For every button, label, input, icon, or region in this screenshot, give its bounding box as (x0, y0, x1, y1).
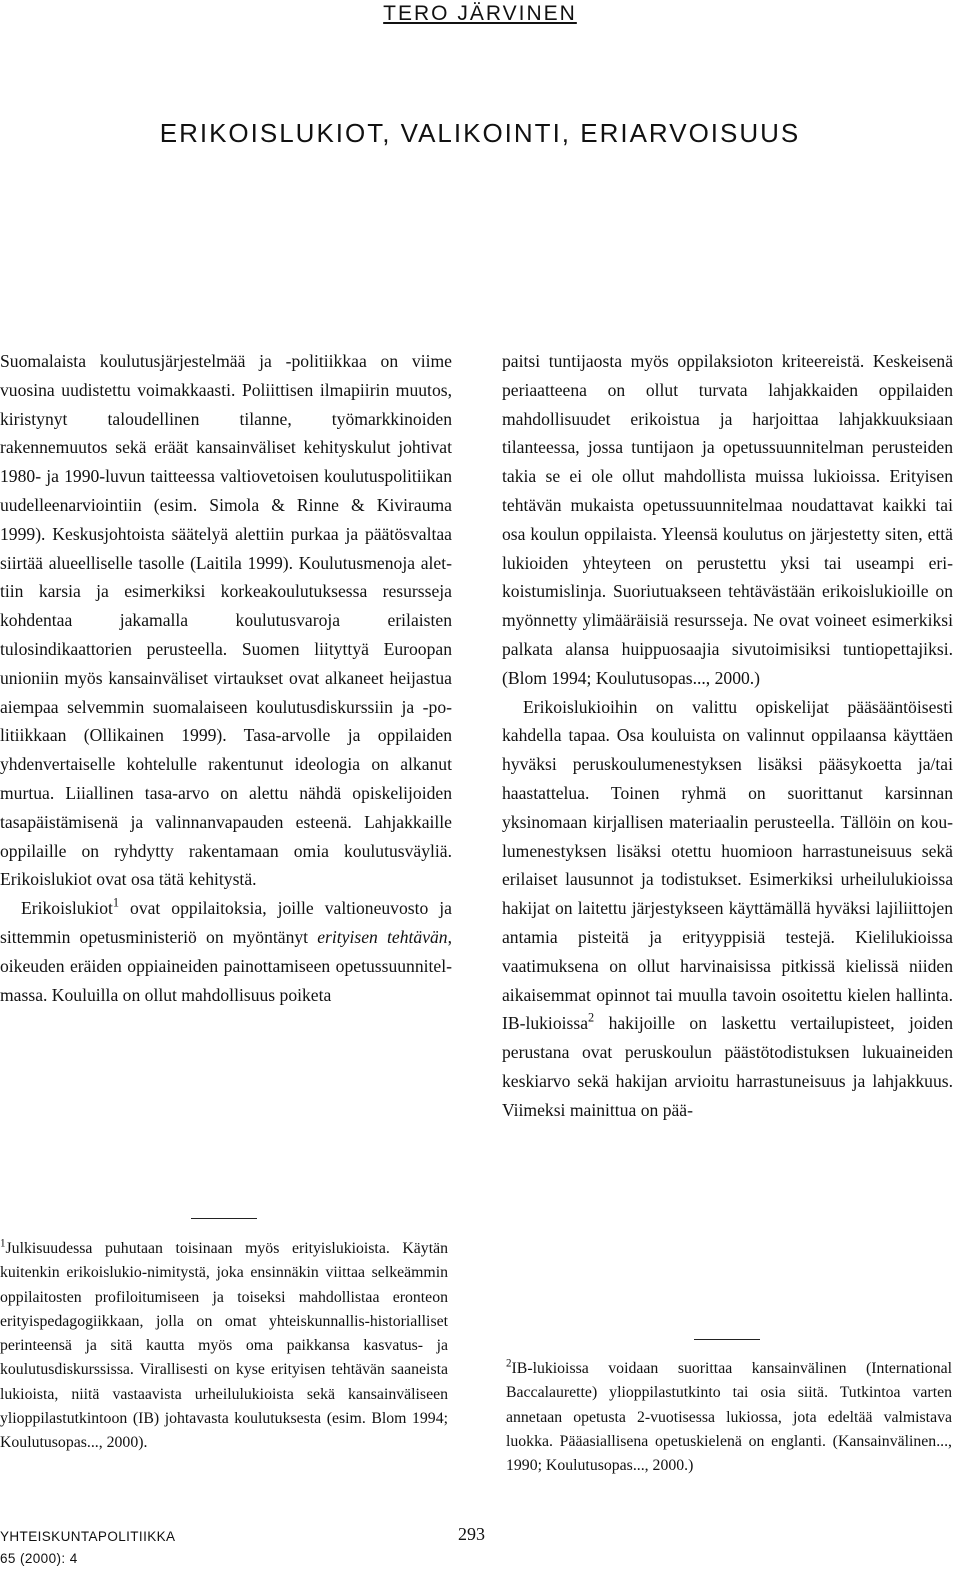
p2-end-text: , oikeuden eräiden oppiaineiden painottamiseen opetussuunnitelmassa. Kouluilla on ollut mahdollisuus poiketa (0, 926, 453, 1005)
footnote-1-mark: 1 (0, 1237, 6, 1250)
p2-start-text: Erikoislukiot (21, 898, 113, 919)
footnote-1-text: Julkisuudessa puhutaan toisinaan myös erityislukioista. Käytän kuitenkin erikoislukio-nimitystä, joka ensinnäkin viittaa selkeämmin oppilaitosten profiloitumiseen ja toiseksi mahdollistaa eronteon erityispedagogiikkaan, jolla on omat yhteiskunnallis-historialliset perinteensä ja sitä kautta myös oma paikkansa kasvatus- ja koulutusdiskurssissa. Virallisesti on kyse erityisen tehtävän saaneista lukioista, niitä vastaavista urheilulukioista sekä kansainväliseen ylioppilastutkintoon (IB) johtavasta koulutuksesta (esim. Blom 1994; Koulutusopas..., 2000). (0, 1240, 448, 1452)
left-paragraph-2 (0, 894, 452, 1009)
footnote-divider-right (694, 1339, 760, 1340)
author-name: TERO JÄRVINEN (383, 2, 577, 25)
article-title: ERIKOISLUKIOT, VALIKOINTI, ERIARVOISUUS (159, 118, 801, 148)
page-number: 293 (458, 1524, 485, 1544)
rp2-end-text: hakijoille on laskettu vertailupisteet, joiden perustana ovat peruskoulun päästötodistuksen lukuaineiden keskiarvo sekä hakijan arvioitu harrastuneisuus ja lahjakkuus. Viimeksi mainittua on pää- (502, 1013, 953, 1120)
right-paragraph-1: paitsi tuntijaosta myös oppilaksioton kriteereistä. Keskeisenä periaatteena on ollut turvata lahjakkaiden oppilaiden mahdollisuudet erikoistua ja harjoittaa lahjakkuuksiaan tilanteessa, jossa tuntijaon ja opetussuunnitelman perusteiden takia se ei ole ollut mahdollista muissa lukioissa. Erityisen tehtävän mukaista opetussuunnitelmaa noudattavat kaikki tai osa koulun oppilaista. Yleensä koulutus on järjestetty siten, että lukioiden yhteyteen on perustettu yksi tai useampi erikoistumislinja. Suoriutuakseen tehtävästään erikoislukioille on myönnetty ylimääräisiä resursseja. Ne ovat voineet esimerkiksi palkata alansa huippuosaajia sivutoimisiksi tuntiopettajiksi. (Blom 1994; Koulutusopas..., 2000.) (502, 351, 953, 688)
rp2-start-text: Erikoislukioihin on valittu opiskelijat pääsääntöisesti kahdella tapaa. Osa kouluista on valinnut oppilaansa käyttäen hyväksi peruskoulumenestyksen lisäksi pääsykoetta ja/tai haastattelua. Toinen ryhmä on suorittanut karsinnan yksinomaan kirjallisen materiaalin perusteella. Tällöin on koulumenestyksen lisäksi otettu huomioon harrastuneisuus sekä erilaiset lausunnot ja todistukset. Esimerkiksi urheilulukioissa hakijat on laitettu järjestykseen käyttämällä hyväksi lajiliittojen antamia pisteitä ja erityyppisiä testejä. Kielilukioissa vaatimuksena on ollut harvinaisissa pitkissä kielissä niiden aikaisemmat opinnot tai muulla tavoin osoitettu kielen hallinta. IB-lukioissa (502, 696, 953, 1034)
journal-name: YHTEISKUNTAPOLITIIKKA (0, 1529, 176, 1544)
footnote-2 (506, 1357, 952, 1478)
right-column (502, 347, 953, 1125)
footnote-1 (0, 1237, 448, 1456)
right-paragraph-2 (502, 693, 953, 1125)
italic-term: erityisen tehtävän (317, 926, 448, 947)
footnote-ref-1: 1 (112, 895, 120, 910)
footnote-2-text: IB-lukioissa voidaan suorittaa kansainvälinen (International Baccalaurette) ylioppilastutkinto tai osia siitä. Tutkintoa varten annetaan opetusta 2-vuotisessa lukiossa, jota edeltää valmistava luokka. Pääasiallisena opetuskielenä on englanti. (Kansainvälinen..., 1990; Koulutusopas..., 2000.) (506, 1360, 952, 1475)
p2-mid-text: ovat oppilaitoksia, joille valtioneuvosto ja sittemmin opetusministeriö on myöntänyt (0, 898, 452, 947)
left-column (0, 347, 452, 1009)
footnote-ref-2: 2 (588, 1010, 595, 1025)
journal-issue: 65 (2000): 4 (0, 1551, 78, 1566)
footnote-divider-left (191, 1218, 257, 1219)
footnote-2-mark: 2 (506, 1357, 512, 1370)
left-paragraph-1: Suomalaista koulutusjärjestelmää ja -politiikkaa on viime vuosina uudistettu voimakkaasti. Poliittisen ilmapiirin muutos, kiristynyt taloudellinen tilanne, työmarkkinoiden rakennemuutos sekä eräät kansainväliset kehityskulut johtivat 1980- ja 1990-luvun taitteessa valtiovetoisen koulutuspolitiikan uudelleenarviointiin (esim. Simola & Rinne & Kivirauma 1999). Keskusjohtoista säätelyä alettiin purkaa ja päätösvaltaa siirtää alueelliselle tasolle (Laitila 1999). Koulutusmenoja alettiin karsia ja esimerkiksi korkeakoulutuksessa resursseja kohdentaa jakamalla koulutusvaroja erilaisten tulosindikaattorien perusteella. Suomen liityttyä Euroopan unioniin myös kansainväliset virtaukset ovat alkaneet heijastua aiempaa selvemmin suomalaiseen koulutusdiskurssiin ja -politiikkaan (Ollikainen 1999). Tasa-arvolle ja oppilaiden yhdenvertaiselle kohtelulle rakentunut ideologia on alkanut murtua. Liiallinen tasa-arvo on alettu nähdä opiskelijoiden tasapäistämisenä ja valinnanvapauden esteenä. Lahjakkaille oppilaille on ryhdytty rakentamaan omia koulutusväyliä. Erikoislukiot ovat osa tätä kehitystä. (0, 351, 452, 890)
journal-info (0, 1526, 175, 1570)
